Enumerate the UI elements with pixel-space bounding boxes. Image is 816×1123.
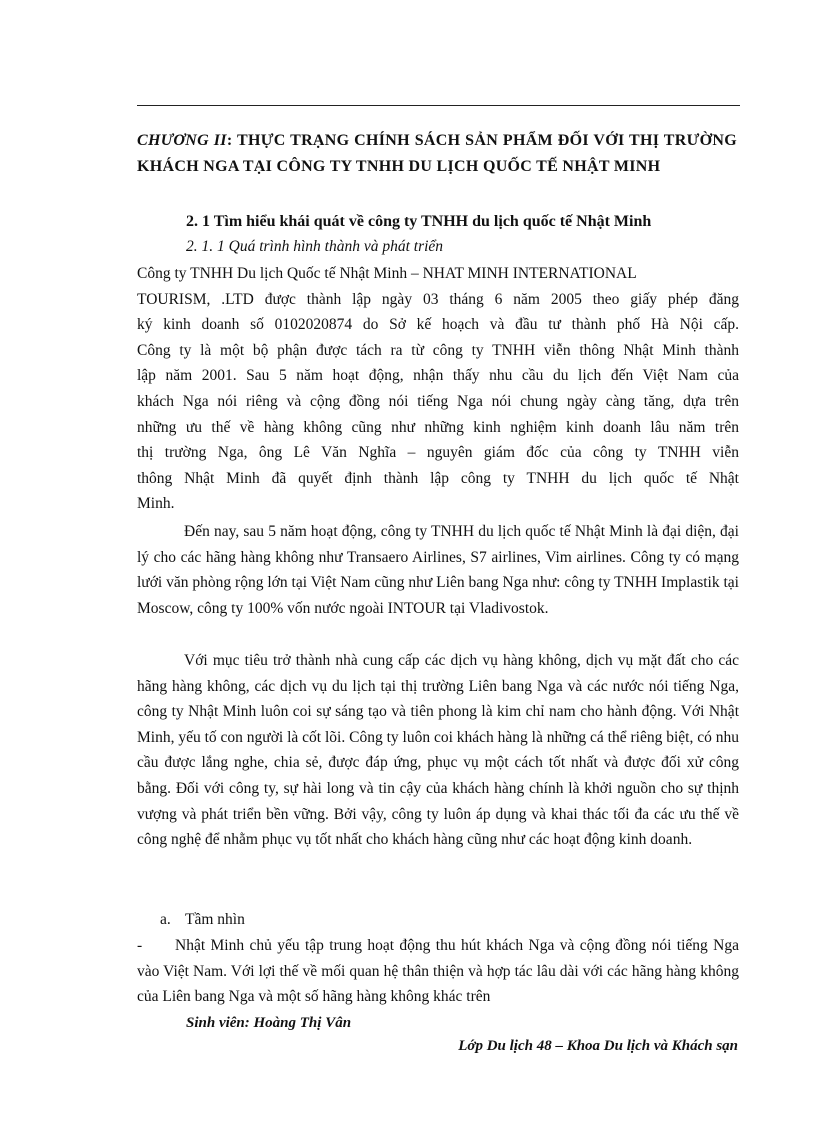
chapter-number: CHƯƠNG II [137,132,227,149]
paragraph-line: Minh. [137,495,175,513]
paragraph-line: những ưu thế về hàng không cũng như những kinh nghiệm kinh doanh lâu năm trên [137,418,739,436]
paragraph-representation: Đến nay, sau 5 năm hoạt động, công ty TNHH du lịch quốc tế Nhật Minh là đại diện, đại lý cho các hãng hàng không như Transaero Airlines, S7 airlines, Vim airlines. Công ty có mạng lưới văn phòng rộng lớn tại Việt Nam cũng như Liên bang Nga như: công ty TNHH Implastik tại Moscow, công ty 100% vốn nước ngoài INTOUR tại Vladivostok. [137,523,739,617]
vision-text: Nhật Minh chủ yếu tập trung hoạt động thu hút khách Nga và cộng đồng nói tiếng Nga vào Việt Nam. Với lợi thế về mối quan hệ thân thiện và hợp tác lâu dài với các hãng hàng không của Liên bang Nga và một số hãng hàng không khác trên [137,937,739,1006]
section-heading: 2. 1 Tìm hiểu khái quát về công ty TNHH du lịch quốc tế Nhật Minh [186,213,652,230]
paragraph-line: Công ty TNHH Du lịch Quốc tế Nhật Minh – NHAT MINH INTERNATIONAL [137,265,637,282]
list-marker: a. [160,911,171,928]
paragraph-line: Công ty là một bộ phận được tách ra từ công ty TNHH viễn thông Nhật Minh thành [137,341,739,359]
paragraph-mission: Với mục tiêu trở thành nhà cung cấp các dịch vụ hàng không, dịch vụ mặt đất cho các hãng hàng không, các dịch vụ du lịch tại thị trường Liên bang Nga và các nước nói tiếng Nga, công ty Nhật Minh luôn coi sự sáng tạo và tiên phong là kim chỉ nam cho hành động. Với Nhật Minh, yếu tố con người là cốt lõi. Công ty luôn coi khách hàng là những cá thể riêng biệt, có nhu cầu được lắng nghe, chia sẻ, được đáp ứng, phục vụ một cách tốt nhất và được đối xử công bằng. Đối với công ty, sự hài long và tin cậy của khách hàng chính là khởi nguồn cho sự thịnh vượng và phát triển bền vững. Bởi vậy, công ty luôn áp dụng và khai thác tối đa các ưu thế về công nghệ để nhằm phục vụ tốt nhất cho khách hàng cũng như các hoạt động kinh doanh. [137,652,739,849]
chapter-title-text: : THỰC TRẠNG CHÍNH SÁCH SẢN PHẨM ĐỐI VỚI THỊ TRƯỜNG KHÁCH NGA TẠI CÔNG TY TNHH DU LỊCH QUỐC TẾ NHẬT MINH [137,132,737,175]
subsection-heading: 2. 1. 1 Quá trình hình thành và phát triển [186,238,444,255]
header-rule [137,105,740,106]
paragraph-line: thị trường Nga, ông Lê Văn Nghĩa – nguyên giám đốc của công ty TNHH viễn [137,444,739,462]
footer-student: Sinh viên: Hoàng Thị Vân [186,1015,352,1031]
paragraph-vision [137,933,739,1010]
chapter-title [137,128,737,180]
paragraph-line: ký kinh doanh số 0102020874 do Sở kế hoạch và đầu tư thành phố Hà Nội cấp. [137,316,739,334]
bullet-dash: - [137,937,143,954]
footer-class: Lớp Du lịch 48 – Khoa Du lịch và Khách sạn [458,1038,738,1054]
paragraph-line: thông Nhật Minh đã quyết định thành lập công ty TNHH du lịch quốc tế Nhật [137,469,739,487]
paragraph-history [137,261,739,517]
paragraph-line: khách Nga nói riêng và cộng đồng nói tiếng Nga nói chung ngày càng tăng, dựa trên [137,392,739,410]
list-item-vision [160,908,245,932]
list-item-label: Tầm nhìn [185,911,245,928]
paragraph-line: TOURISM, .LTD được thành lập ngày 03 tháng 6 năm 2005 theo giấy phép đăng [137,290,739,308]
paragraph-line: lập năm 2001. Sau 5 năm hoạt động, nhận thấy nhu cầu du lịch đến Việt Nam của [137,367,739,385]
